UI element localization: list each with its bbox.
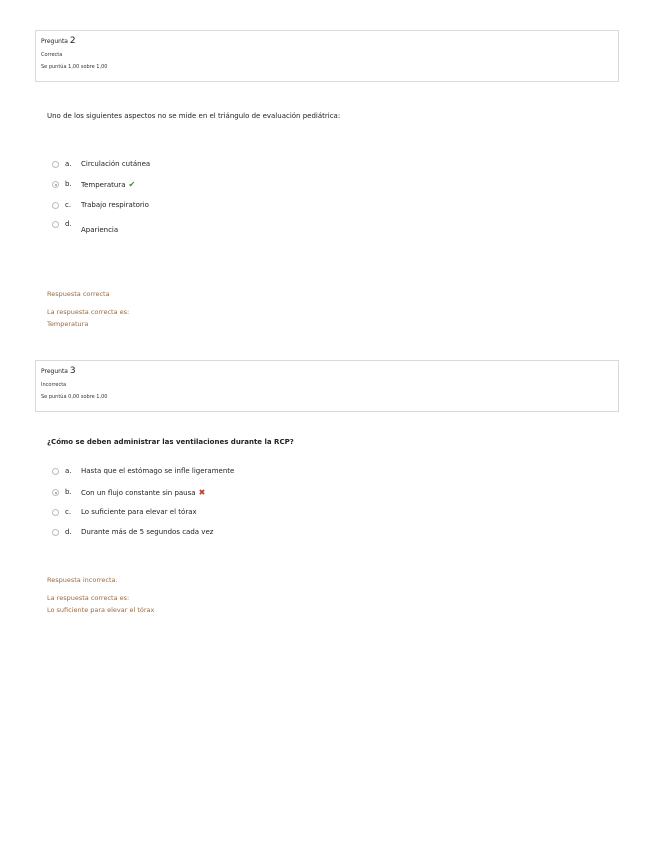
- answer-letter: b.: [65, 488, 72, 496]
- answer-text: Circulación cutánea: [81, 160, 151, 168]
- question-3-feedback: Respuesta incorrecta.: [47, 576, 118, 584]
- question-2-correct-answer: Temperatura: [47, 320, 89, 328]
- radio-button[interactable]: [52, 161, 59, 168]
- question-3-correct-answer: Lo suficiente para elevar el tórax: [47, 606, 155, 614]
- answer-text: Apariencia: [81, 226, 119, 234]
- radio-button[interactable]: [52, 221, 59, 228]
- question-number: 3: [69, 366, 76, 376]
- answer-letter: a.: [65, 160, 72, 168]
- radio-button[interactable]: [52, 509, 59, 516]
- answer-text: Hasta que el estómago se infle ligeramente: [81, 467, 235, 475]
- radio-button-selected[interactable]: [52, 489, 59, 496]
- radio-button[interactable]: [52, 202, 59, 209]
- answer-text: Con un flujo constante sin pausa: [81, 489, 196, 497]
- answer-text-wrapper: [81, 180, 135, 189]
- question-3-info: [35, 360, 619, 412]
- answer-text: Lo suficiente para elevar el tórax: [81, 508, 197, 516]
- question-2-state: Correcta: [41, 52, 63, 58]
- answer-text: Durante más de 5 segundos cada vez: [81, 528, 214, 536]
- cross-icon: ✖: [198, 488, 206, 497]
- answer-letter: b.: [65, 180, 72, 188]
- answer-letter: a.: [65, 467, 72, 475]
- radio-button[interactable]: [52, 529, 59, 536]
- question-number: 2: [69, 36, 76, 46]
- question-3-grade: Se puntúa 0,00 sobre 1,00: [41, 394, 108, 400]
- question-2-feedback: Respuesta correcta: [47, 290, 110, 298]
- question-3-text: ¿Cómo se deben administrar las ventilaciones durante la RCP?: [47, 438, 294, 446]
- question-label: Pregunta: [41, 368, 68, 375]
- answer-letter: c.: [65, 201, 72, 209]
- question-2-text: Uno de los siguientes aspectos no se mide en el triángulo de evaluación pediátrica:: [47, 112, 341, 120]
- question-3-state: Incorrecta: [41, 382, 67, 388]
- answer-text: Temperatura: [81, 181, 126, 189]
- question-2-number: [41, 36, 618, 47]
- question-label: Pregunta: [41, 38, 68, 45]
- question-2-grade: Se puntúa 1,00 sobre 1,00: [41, 64, 108, 70]
- answer-text-wrapper: [81, 488, 205, 497]
- question-3-correct-label: La respuesta correcta es:: [47, 594, 130, 602]
- question-2-info: [35, 30, 619, 82]
- question-2-correct-label: La respuesta correcta es:: [47, 308, 130, 316]
- answer-letter: d.: [65, 220, 72, 228]
- radio-button[interactable]: [52, 468, 59, 475]
- answer-letter: d.: [65, 528, 72, 536]
- check-icon: ✔: [128, 180, 136, 189]
- answer-text: Trabajo respiratorio: [81, 201, 149, 209]
- answer-letter: c.: [65, 508, 72, 516]
- radio-button-selected[interactable]: [52, 181, 59, 188]
- question-3-number: [41, 366, 618, 377]
